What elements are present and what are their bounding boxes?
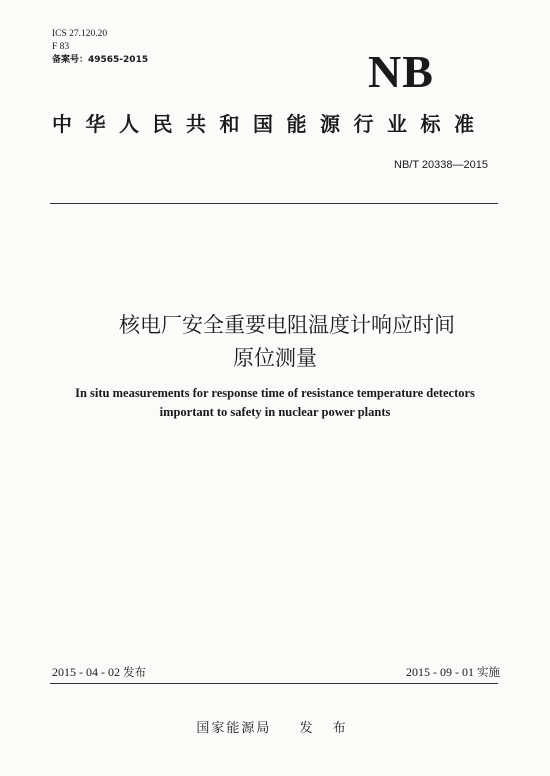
publisher-name: 国家能源局 (196, 721, 272, 736)
record-number: 备案号：49565-2015 (52, 55, 149, 65)
issue-label: 发布 (123, 665, 146, 679)
chinese-title (0, 309, 550, 375)
publisher-block (0, 717, 550, 736)
top-divider (50, 203, 498, 204)
issue-date: 2015 - 04 - 02 (52, 665, 120, 679)
classification-code: F 83 (52, 42, 70, 52)
implement-label: 实施 (477, 665, 500, 679)
issuing-standard-category: 中华人民共和国能源行业标准 (52, 112, 488, 136)
implement-date: 2015 - 09 - 01 (406, 665, 474, 679)
issue-date-block (52, 664, 146, 680)
chinese-title-line-2: 原位测量 (233, 346, 317, 370)
english-title (0, 384, 550, 422)
english-title-line-1: In situ measurements for response time of resistance temperature detectors (75, 386, 475, 400)
bottom-divider (50, 683, 498, 684)
meta-block (52, 28, 148, 67)
chinese-title-line-1: 核电厂安全重要电阻温度计响应时间 (119, 313, 455, 337)
publisher-action: 发 布 (299, 721, 354, 736)
implement-date-block (406, 664, 500, 680)
english-title-line-2: important to safety in nuclear power plants (159, 405, 391, 419)
nb-logo: NB (368, 46, 434, 97)
ics-code: ICS 27.120.20 (52, 29, 108, 39)
standard-code: NB/T 20338—2015 (394, 159, 488, 171)
